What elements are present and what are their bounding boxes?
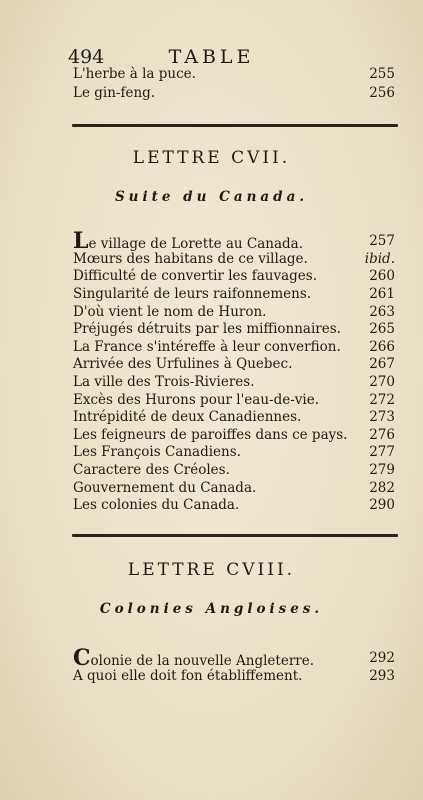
entry-title: Mœurs des habitans de ce village. <box>73 251 308 267</box>
entry-title: La ville des Trois-Rivieres. <box>73 374 255 390</box>
letter-heading: LETTRE CVIII. <box>127 560 296 580</box>
entry-page: 266 <box>369 339 395 355</box>
entry-page: 255 <box>369 66 395 82</box>
letter-subheading: Colonies Angloises. <box>99 601 324 617</box>
toc-entry <box>73 427 395 444</box>
toc-entry <box>73 66 395 83</box>
toc-entry <box>73 339 395 356</box>
entry-page: 265 <box>369 321 395 337</box>
entry-title: Excès des Hurons pour l'eau-de-vie. <box>73 392 319 408</box>
entry-page: 279 <box>369 462 395 478</box>
toc-entry <box>73 374 395 391</box>
letter-subheading: Suite du Canada. <box>114 189 309 205</box>
entry-page: 260 <box>369 268 395 284</box>
entry-page: 293 <box>369 668 395 684</box>
entry-page: 290 <box>369 497 395 513</box>
toc-entry <box>73 645 395 671</box>
toc-entry <box>73 480 395 497</box>
entry-title: Gouvernement du Canada. <box>73 480 257 496</box>
toc-entry <box>73 462 395 479</box>
toc-entry <box>73 228 395 254</box>
entry-page: 267 <box>369 356 395 372</box>
toc-entry <box>73 497 395 514</box>
toc-entry <box>73 392 395 409</box>
entry-title: Intrépidité de deux Canadiennes. <box>73 409 302 425</box>
toc-entry <box>73 304 395 321</box>
entry-page: 292 <box>369 650 395 666</box>
entry-page: 261 <box>369 286 395 302</box>
entry-title: Le gin-feng. <box>73 85 156 101</box>
entry-title: La France s'intéreffe à leur converfion. <box>73 339 341 355</box>
entry-title: Les François Canadiens. <box>73 444 241 460</box>
entry-title: A quoi elle doit fon établiffement. <box>73 668 303 684</box>
toc-entry <box>73 85 395 102</box>
drop-initial: L <box>73 228 89 254</box>
letter-heading: LETTRE CVII. <box>132 148 291 168</box>
entry-title: e village de Lorette au Canada. <box>88 236 304 252</box>
entry-page: 263 <box>369 304 395 320</box>
entry-page: 273 <box>369 409 395 425</box>
toc-entry <box>73 321 395 338</box>
entry-page: 257 <box>369 233 395 249</box>
toc-entry <box>73 668 395 685</box>
entry-page: 277 <box>369 444 395 460</box>
entry-title: Les colonies du Canada. <box>73 497 240 513</box>
drop-initial: C <box>73 645 91 671</box>
toc-entry <box>73 251 395 268</box>
toc-entry <box>73 268 395 285</box>
entry-title: olonie de la nouvelle Angleterre. <box>90 653 315 669</box>
entry-title: Les feigneurs de paroiffes dans ce pays. <box>73 427 348 443</box>
entry-title: D'où vient le nom de Huron. <box>73 304 267 320</box>
entry-page: 270 <box>369 374 395 390</box>
entry-page: 272 <box>369 392 395 408</box>
toc-entry <box>73 356 395 373</box>
entry-page: 256 <box>369 85 395 101</box>
entry-title: Difficulté de convertir les fauvages. <box>73 268 317 284</box>
entry-title: Préjugés détruits par les miffionnaires. <box>73 321 341 337</box>
page-number: 494 <box>68 46 105 68</box>
entry-title: Arrivée des Urfulines à Quebec. <box>73 356 293 372</box>
section-rule <box>72 124 398 127</box>
entry-page: ibid. <box>364 251 395 267</box>
entry-title: Caractere des Créoles. <box>73 462 230 478</box>
entry-page: 276 <box>369 427 395 443</box>
toc-entry <box>73 444 395 461</box>
section-rule <box>72 534 398 537</box>
toc-entry <box>73 409 395 426</box>
entry-title: Singularité de leurs raifonnemens. <box>73 286 312 302</box>
toc-entry <box>73 286 395 303</box>
entry-page: 282 <box>369 480 395 496</box>
running-head: TABLE <box>168 46 255 68</box>
entry-title: L'herbe à la puce. <box>73 66 196 82</box>
